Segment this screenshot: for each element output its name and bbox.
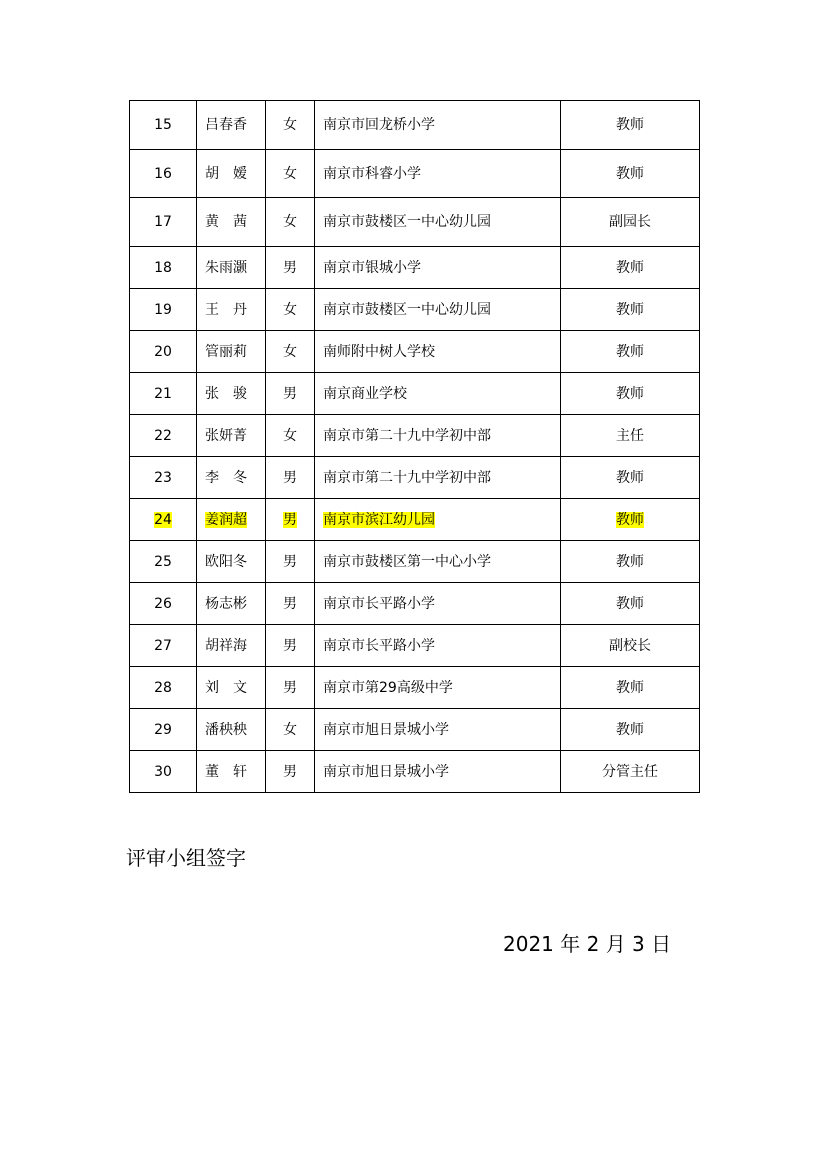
- cell-name: [197, 415, 266, 457]
- cell-num: [130, 541, 197, 583]
- cell-num-text: 19: [154, 301, 172, 318]
- cell-num: [130, 667, 197, 709]
- cell-gender-text: 女: [283, 117, 297, 133]
- cell-title: [561, 247, 700, 289]
- cell-num-text: 27: [154, 637, 172, 654]
- cell-name-text: 欧阳冬: [205, 553, 247, 570]
- cell-name: [197, 709, 266, 751]
- cell-num-text: 16: [154, 165, 172, 182]
- cell-num: [130, 625, 197, 667]
- cell-school: [315, 289, 561, 331]
- table-row: [130, 499, 700, 541]
- cell-gender-text: 女: [283, 301, 297, 318]
- cell-school-text: 南师附中树人学校: [323, 343, 435, 360]
- cell-title-text: 副校长: [609, 637, 651, 654]
- cell-name: [197, 751, 266, 793]
- cell-num: [130, 457, 197, 499]
- cell-gender-text: 男: [283, 385, 297, 402]
- table-row: [130, 667, 700, 709]
- cell-name: [197, 667, 266, 709]
- cell-school-text: 南京市银城小学: [323, 259, 421, 276]
- cell-name: [197, 583, 266, 625]
- cell-title: [561, 583, 700, 625]
- cell-school-text: 南京市第二十九中学初中部: [323, 427, 491, 444]
- cell-gender: [266, 709, 315, 751]
- cell-school: [315, 457, 561, 499]
- cell-title: [561, 415, 700, 457]
- cell-school-text: 南京市科睿小学: [323, 165, 421, 182]
- cell-num-text: 21: [154, 385, 172, 402]
- cell-school: [315, 541, 561, 583]
- cell-title: [561, 198, 700, 247]
- cell-name-text: 胡祥海: [205, 637, 247, 654]
- cell-title-text: 教师: [616, 343, 644, 360]
- cell-school-text: 南京市第29高级中学: [323, 679, 453, 696]
- cell-title: [561, 331, 700, 373]
- cell-title-text: 教师: [616, 385, 644, 402]
- staff-table: [129, 100, 700, 793]
- table-row: [130, 331, 700, 373]
- table-row: [130, 751, 700, 793]
- cell-name-text: 杨志彬: [205, 595, 247, 612]
- cell-school: [315, 331, 561, 373]
- cell-title-text: 教师: [616, 679, 644, 696]
- cell-title-text: 教师: [616, 259, 644, 276]
- cell-gender-text: 男: [283, 259, 297, 276]
- cell-name-text: 胡 嫒: [205, 165, 247, 182]
- cell-title-text: 主任: [616, 427, 644, 444]
- cell-gender-text: 男: [283, 469, 297, 486]
- cell-school: [315, 751, 561, 793]
- cell-school: [315, 583, 561, 625]
- cell-name: [197, 150, 266, 198]
- cell-name-text: 潘秧秧: [205, 721, 247, 738]
- cell-school: [315, 499, 561, 541]
- cell-gender: [266, 499, 315, 541]
- cell-gender: [266, 331, 315, 373]
- table-row: [130, 289, 700, 331]
- cell-num: [130, 150, 197, 198]
- cell-num-text: 23: [154, 469, 172, 486]
- cell-name: [197, 198, 266, 247]
- cell-name: [197, 331, 266, 373]
- cell-gender: [266, 667, 315, 709]
- table-row: [130, 373, 700, 415]
- cell-school: [315, 709, 561, 751]
- cell-num: [130, 289, 197, 331]
- cell-name: [197, 101, 266, 150]
- cell-title: [561, 709, 700, 751]
- cell-title: [561, 457, 700, 499]
- cell-num-text: 25: [154, 553, 172, 570]
- cell-title-text: 教师: [616, 553, 644, 570]
- cell-title: [561, 289, 700, 331]
- cell-name: [197, 625, 266, 667]
- cell-gender: [266, 101, 315, 150]
- cell-name: [197, 373, 266, 415]
- cell-num: [130, 247, 197, 289]
- cell-num-text: 22: [154, 427, 172, 444]
- staff-table-body: [130, 101, 700, 793]
- signature-date: 2021 年 2 月 3 日: [503, 932, 672, 956]
- cell-school-text: 南京商业学校: [323, 385, 407, 402]
- cell-title-text: 副园长: [609, 214, 651, 230]
- table-row: [130, 150, 700, 198]
- cell-num-text: 30: [154, 763, 172, 780]
- cell-title: [561, 373, 700, 415]
- cell-gender: [266, 751, 315, 793]
- cell-gender: [266, 583, 315, 625]
- cell-title: [561, 667, 700, 709]
- cell-school: [315, 373, 561, 415]
- cell-school-text: 南京市第二十九中学初中部: [323, 469, 491, 486]
- cell-title-text: 教师: [616, 117, 644, 133]
- cell-name-text: 李 冬: [205, 469, 247, 486]
- table-row: [130, 583, 700, 625]
- cell-gender-text: 男: [283, 763, 297, 780]
- cell-title: [561, 499, 700, 541]
- cell-school: [315, 667, 561, 709]
- cell-gender: [266, 457, 315, 499]
- cell-name: [197, 247, 266, 289]
- table-row: [130, 198, 700, 247]
- cell-title: [561, 101, 700, 150]
- cell-name-text: 管丽莉: [205, 343, 247, 360]
- cell-title-text: 教师: [616, 469, 644, 486]
- cell-title-text: 分管主任: [602, 763, 658, 780]
- cell-gender-text: 男: [283, 511, 297, 528]
- cell-name: [197, 457, 266, 499]
- cell-num-text: 20: [154, 343, 172, 360]
- cell-school-text: 南京市长平路小学: [323, 637, 435, 654]
- cell-name-text: 张 骏: [205, 385, 247, 402]
- cell-school: [315, 247, 561, 289]
- cell-num-text: 26: [154, 595, 172, 612]
- cell-num: [130, 499, 197, 541]
- cell-school-text: 南京市回龙桥小学: [323, 117, 435, 133]
- cell-num: [130, 751, 197, 793]
- cell-gender: [266, 150, 315, 198]
- cell-num-text: 28: [154, 679, 172, 696]
- cell-school-text: 南京市鼓楼区第一中心小学: [323, 553, 491, 570]
- signature-label: 评审小组签字: [126, 846, 246, 870]
- cell-gender-text: 女: [283, 343, 297, 360]
- cell-school-text: 南京市旭日景城小学: [323, 721, 449, 738]
- table-row: [130, 709, 700, 751]
- cell-title: [561, 541, 700, 583]
- cell-gender-text: 男: [283, 553, 297, 570]
- cell-gender-text: 男: [283, 679, 297, 696]
- cell-school-text: 南京市旭日景城小学: [323, 763, 449, 780]
- cell-name-text: 张妍菁: [205, 427, 247, 444]
- cell-num-text: 29: [154, 721, 172, 738]
- cell-title-text: 教师: [616, 301, 644, 318]
- cell-num-text: 15: [154, 117, 172, 133]
- cell-gender: [266, 289, 315, 331]
- cell-name-text: 姜润超: [205, 511, 247, 528]
- cell-gender: [266, 541, 315, 583]
- cell-school: [315, 150, 561, 198]
- table-row: [130, 101, 700, 150]
- cell-school: [315, 101, 561, 150]
- cell-num: [130, 101, 197, 150]
- cell-title-text: 教师: [616, 165, 644, 182]
- cell-gender: [266, 415, 315, 457]
- table-row: [130, 625, 700, 667]
- cell-name-text: 董 轩: [205, 763, 247, 780]
- cell-name-text: 王 丹: [205, 301, 247, 318]
- cell-num: [130, 198, 197, 247]
- table-row: [130, 247, 700, 289]
- cell-gender: [266, 373, 315, 415]
- cell-num: [130, 415, 197, 457]
- cell-num: [130, 373, 197, 415]
- cell-name-text: 朱雨灏: [205, 259, 247, 276]
- cell-school: [315, 198, 561, 247]
- cell-gender-text: 男: [283, 595, 297, 612]
- cell-name-text: 黄 茜: [205, 214, 247, 230]
- cell-num: [130, 709, 197, 751]
- cell-school: [315, 625, 561, 667]
- cell-school-text: 南京市滨江幼儿园: [323, 511, 435, 528]
- cell-gender: [266, 247, 315, 289]
- cell-name: [197, 499, 266, 541]
- cell-name: [197, 541, 266, 583]
- cell-gender-text: 男: [283, 637, 297, 654]
- cell-title-text: 教师: [616, 595, 644, 612]
- cell-gender-text: 女: [283, 427, 297, 444]
- cell-num-text: 18: [154, 259, 172, 276]
- cell-title: [561, 625, 700, 667]
- cell-school-text: 南京市鼓楼区一中心幼儿园: [323, 214, 491, 230]
- cell-num-text: 17: [154, 214, 172, 230]
- table-row: [130, 541, 700, 583]
- cell-school: [315, 415, 561, 457]
- cell-num: [130, 331, 197, 373]
- cell-name: [197, 289, 266, 331]
- cell-name-text: 吕春香: [205, 117, 247, 133]
- cell-gender: [266, 625, 315, 667]
- cell-school-text: 南京市鼓楼区一中心幼儿园: [323, 301, 491, 318]
- cell-title-text: 教师: [616, 721, 644, 738]
- cell-gender-text: 女: [283, 721, 297, 738]
- cell-num: [130, 583, 197, 625]
- table-row: [130, 457, 700, 499]
- cell-title: [561, 751, 700, 793]
- cell-gender-text: 女: [283, 214, 297, 230]
- cell-num-text: 24: [154, 511, 172, 528]
- cell-school-text: 南京市长平路小学: [323, 595, 435, 612]
- cell-title-text: 教师: [616, 511, 644, 528]
- cell-name-text: 刘 文: [205, 679, 247, 696]
- cell-gender-text: 女: [283, 165, 297, 182]
- table-row: [130, 415, 700, 457]
- cell-title: [561, 150, 700, 198]
- cell-gender: [266, 198, 315, 247]
